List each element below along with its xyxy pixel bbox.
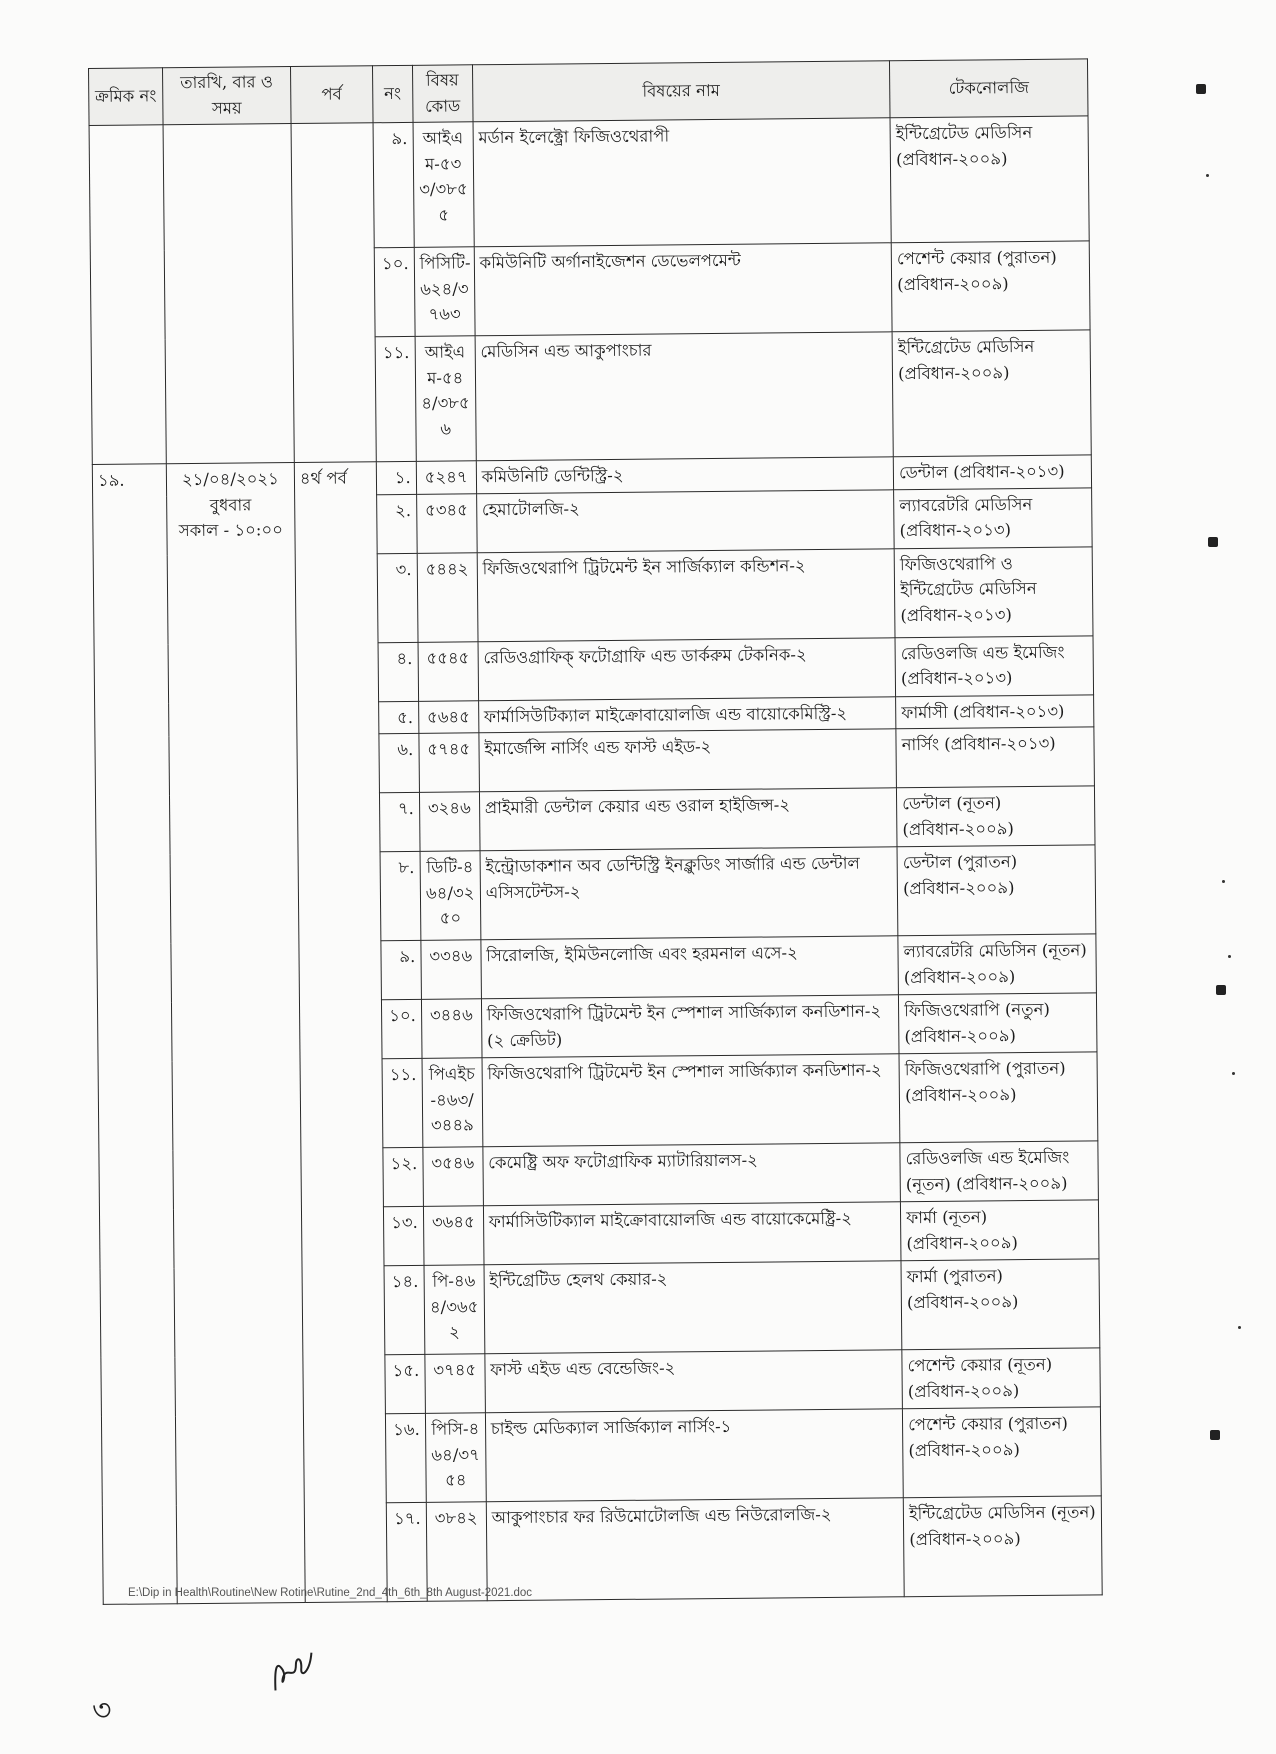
header-technology: টেকনোলজি: [890, 59, 1088, 118]
subject-code: আইএম-৫৪৪/৩৮৫৬: [415, 336, 476, 462]
subject-code: ৫৩৪৫: [416, 493, 477, 553]
group-date-time: [166, 463, 305, 1604]
subject-name: ফিজিওথেরাপি ট্রিটমেন্ট ইন স্পেশাল সার্জিক্যাল কনডিশান-২: [482, 1054, 900, 1147]
row-number: ১২.: [383, 1147, 424, 1206]
technology: ডেন্টাল (পুরাতন) (প্রবিধান-২০০৯): [897, 845, 1096, 936]
technology: রেডিওলজি এন্ড ইমেজিং (নূতন) (প্রবিধান-২০০৯): [900, 1141, 1098, 1202]
subject-code: পিএইচ-৪৬৩/৩৪৪৯: [422, 1058, 483, 1148]
subject-code: ৩২৪৬: [419, 792, 480, 852]
row-number: ২.: [376, 494, 417, 553]
technology: ফিজিওথেরাপি ও ইন্টিগ্রেটেড মেডিসিন (প্রবিধান-২০১৩): [894, 546, 1093, 637]
subject-code: ৫৫৪৫: [418, 641, 479, 701]
subject-name: ফিজিওথেরাপি ট্রিটমেন্ট ইন সার্জিক্যাল কন্ডিশন-২: [477, 548, 895, 641]
row-number: ১৫.: [385, 1354, 426, 1413]
header-part: পর্ব: [290, 66, 372, 124]
technology: নার্সিং (প্রবিধান-২০১৩): [896, 727, 1094, 788]
subject-code: ৫৬৪৫: [418, 700, 478, 733]
technology: ফার্মা (নূতন) (প্রবিধান-২০০৯): [901, 1200, 1099, 1261]
technology: রেডিওলজি এন্ড ইমেজিং (প্রবিধান-২০১৩): [895, 635, 1093, 696]
signature-icon: [260, 1639, 330, 1702]
scan-dot: [1228, 955, 1231, 958]
subject-code: ৩৫৪৬: [423, 1147, 484, 1207]
row-number: ১০.: [381, 999, 422, 1058]
row-number: ১.: [376, 461, 416, 494]
technology: ফার্মাসী (প্রবিধান-২০১৩): [896, 694, 1094, 728]
file-path-footer: E:\Dip in Health\Routine\New Rotine\Rutine_2nd_4th_6th_8th August-2021.doc: [128, 1587, 533, 1599]
exam-time: সকাল - ১০:০০: [178, 520, 283, 541]
subject-name: আকুপাংচার ফর রিউমোটোলজি এন্ড নিউরোলজি-২: [486, 1498, 904, 1601]
scan-speck: [1208, 537, 1218, 547]
subject-code: ৩৪৪৬: [421, 999, 482, 1059]
header-row: [89, 59, 1089, 126]
row-number: ১০.: [374, 247, 415, 336]
scan-dot: [1232, 1072, 1235, 1075]
group-serial: ১৯.: [92, 464, 177, 1605]
date-cell-empty: [163, 124, 294, 464]
subject-code: ৫২৪৭: [416, 461, 476, 494]
subject-name: মর্ডান ইলেক্ট্রো ফিজিওথেরাপী: [473, 118, 892, 247]
subject-name: রেডিওগ্রাফিক্ ফটোগ্রাফি এন্ড ডার্করুম টেকনিক-২: [478, 637, 896, 700]
technology: ডেন্টাল (নূতন) (প্রবিধান-২০০৯): [897, 786, 1095, 847]
page-number-mark: ৩: [92, 1693, 112, 1728]
subject-code: ৩৮৪২: [426, 1502, 487, 1602]
exam-routine-table: [88, 58, 1103, 1605]
subject-code: আইএম-৫৩৩/৩৮৫৫: [413, 122, 474, 248]
subject-name: ইন্ট্রোডাকশান অব ডেন্টিস্ট্রি ইনক্লুডিং সার্জারি এন্ড ডেন্টাল এসিসটেন্টস-২: [480, 847, 898, 940]
row-number: ৯.: [381, 940, 422, 999]
row-number: ১১.: [382, 1058, 423, 1147]
technology: পেশেন্ট কেয়ার (নূতন) (প্রবিধান-২০০৯): [902, 1348, 1100, 1409]
serial-cell-empty: [89, 125, 166, 465]
signature-mark: [260, 1639, 332, 1709]
subject-code: পি-৪৬৪/৩৬৫২: [424, 1265, 485, 1355]
scan-speck: [1216, 985, 1226, 995]
subject-code: পিসিটি-৬২৪/৩৭৬৩: [414, 247, 475, 337]
part-cell-empty: [291, 123, 376, 463]
technology: ইন্টিগ্রেটেড মেডিসিন (নূতন) (প্রবিধান-২০০৯): [903, 1496, 1102, 1597]
row-number: ৪.: [378, 642, 419, 701]
technology: ফার্মা (পুরাতন) (প্রবিধান-২০০৯): [901, 1259, 1100, 1350]
table-row: [89, 116, 1089, 251]
subject-name: মেডিসিন এন্ড আকুপাংচার: [475, 332, 894, 461]
scan-dot: [1238, 1326, 1241, 1329]
technology: ইন্টিগ্রেটেড মেডিসিন (প্রবিধান-২০০৯): [890, 116, 1089, 243]
row-number: ১৭.: [386, 1502, 427, 1601]
subject-code: পিসি-৪৬৪/৩৭৫৪: [425, 1413, 486, 1503]
subject-name: ইন্টিগ্রেটিড হেলথ কেয়ার-২: [484, 1261, 902, 1354]
subject-name: কেমেষ্ট্রি অফ ফটোগ্রাফিক ম্যাটারিয়ালস-২: [483, 1143, 901, 1206]
row-number: ৬.: [379, 733, 420, 792]
exam-day: বুধবার: [209, 495, 252, 515]
subject-name: ফিজিওথেরাপি ট্রিটমেন্ট ইন স্পেশাল সার্জিক্যাল কনডিশান-২ (২ ক্রেডিট): [481, 995, 899, 1058]
subject-code: ৩৩৪৬: [421, 940, 482, 1000]
subject-name: ফার্মাসিউটিক্যাল মাইক্রোবায়োলজি এন্ড বায়োকেমেষ্ট্রি-২: [483, 1202, 901, 1265]
subject-name: চাইল্ড মেডিক্যাল সার্জিক্যাল নার্সিং-১: [485, 1409, 903, 1502]
row-number: ১৬.: [385, 1413, 426, 1502]
subject-code: ডিটি-৪৬৪/৩২৫০: [420, 851, 481, 941]
row-number: ৩.: [377, 553, 418, 642]
subject-name: কমিউনিটি অর্গানাইজেশন ডেভেলপমেন্ট: [474, 243, 892, 336]
group-part: ৪র্থ পর্ব: [294, 462, 387, 1603]
scan-dot: [1206, 174, 1209, 177]
row-number: ৭.: [379, 792, 420, 851]
subject-name: সিরোলজি, ইমিউনলোজি এবং হরমনাল এসে-২: [481, 936, 899, 999]
scan-dot: [1222, 880, 1225, 883]
subject-code: ৩৬৪৫: [423, 1206, 484, 1266]
technology: ফিজিওথেরাপি (পুরাতন) (প্রবিধান-২০০৯): [899, 1052, 1098, 1143]
technology: পেশেন্ট কেয়ার (পুরাতন) (প্রবিধান-২০০৯): [891, 241, 1090, 332]
row-number: ১১.: [375, 336, 416, 461]
subject-name: ইমার্জেন্সি নার্সিং এন্ড ফাস্ট এইড-২: [479, 729, 897, 792]
row-number: ৫.: [378, 701, 418, 734]
subject-name: হেমাটোলজি-২: [476, 489, 894, 552]
technology: ইন্টিগ্রেটেড মেডিসিন (প্রবিধান-২০০৯): [892, 330, 1091, 457]
subject-code: ৫৪৪২: [417, 552, 478, 642]
technology: ফিজিওথেরাপি (নতুন) (প্রবিধান-২০০৯): [899, 993, 1097, 1054]
subject-name: ফার্মাসিউটিক্যাল মাইক্রোবায়োলজি এন্ড বায়োকেমিস্ট্রি-২: [478, 696, 896, 733]
row-number: ৮.: [380, 851, 421, 940]
subject-name: প্রাইমারী ডেন্টাল কেয়ার এন্ড ওরাল হাইজিন্স-২: [479, 788, 897, 851]
technology: পেশেন্ট কেয়ার (পুরাতন) (প্রবিধান-২০০৯): [903, 1407, 1102, 1498]
header-subject: বিষয়ের নাম: [472, 61, 890, 122]
subject-name: ফাস্ট এইড এন্ড বেন্ডেজিং-২: [485, 1350, 903, 1413]
row-number: ১৩.: [383, 1206, 424, 1265]
row-number: ১৪.: [384, 1265, 425, 1354]
scan-speck: [1210, 1430, 1220, 1440]
subject-code: ৫৭৪৫: [419, 733, 480, 793]
scan-speck: [1196, 84, 1206, 94]
header-code: বিষয় কোড: [412, 65, 472, 123]
exam-date: ২১/০৪/২০২১: [181, 469, 279, 490]
header-serial: ক্রমিক নং: [89, 68, 163, 126]
header-no: নং: [372, 65, 413, 122]
technology: ল্যাবরেটরি মেডিসিন (প্রবিধান-২০১৩): [894, 487, 1092, 548]
subject-name: কমিউনিটি ডেন্টিস্ট্রি-২: [476, 457, 894, 494]
technology: ডেন্টাল (প্রবিধান-২০১৩): [893, 455, 1091, 489]
technology: ল্যাবরেটরি মেডিসিন (নূতন) (প্রবিধান-২০০৯): [898, 934, 1096, 995]
subject-code: ৩৭৪৫: [425, 1354, 486, 1414]
row-number: ৯.: [373, 122, 414, 247]
header-date-time: তারখি, বার ও সময়: [162, 67, 290, 125]
